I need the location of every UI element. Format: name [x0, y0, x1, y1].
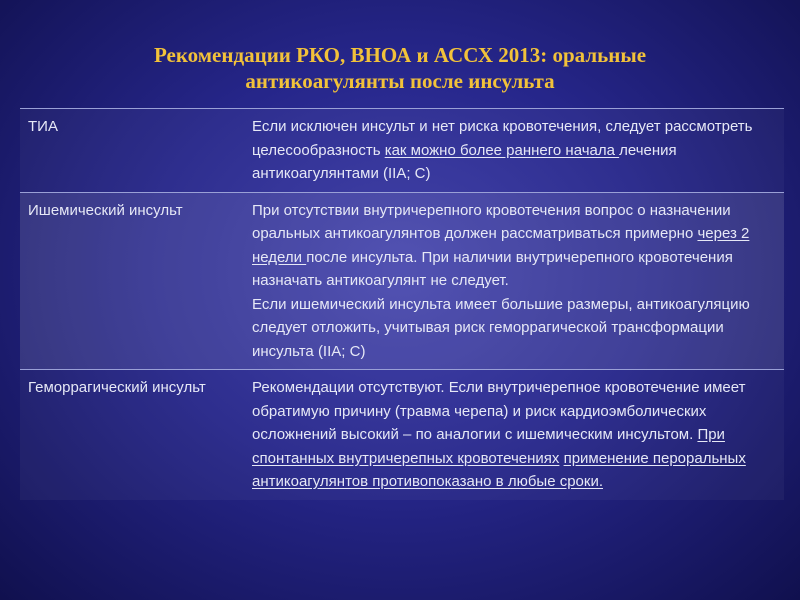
recommendation-cell: [236, 192, 784, 370]
slide-title-line-2: антикоагулянты после инсульта: [245, 69, 555, 93]
slide-title-line-1: Рекомендации РКО, ВНОА и АССХ 2013: оральные: [153, 43, 647, 67]
recommendation-cell: [236, 370, 784, 500]
recommendation-text: При отсутствии внутричерепного кровотечения вопрос о назначении оральных антикоагулянтов должен рассматриваться примерно: [252, 201, 731, 242]
emphasis-underlined: через 2 недели: [252, 225, 750, 266]
recommendation-text: после инсульта. При наличии внутричерепного кровотечения назначать антикоагулянт не следует.: [252, 248, 733, 289]
slide-title: [0, 42, 800, 94]
table-row-hemorrhagic-stroke: [20, 370, 784, 500]
category-cell: Ишемический инсульт: [28, 201, 183, 219]
recommendation-cell: [236, 109, 784, 193]
emphasis-underlined: применение пероральных антикоагулянтов противопоказано в любые сроки.: [252, 449, 746, 490]
category-cell: ТИА: [28, 118, 58, 135]
emphasis-underlined: как можно более раннего начала: [384, 141, 620, 159]
table-row-ischemic-stroke: [20, 192, 784, 370]
table-row-tia: [20, 109, 784, 193]
recommendation-paragraph: Если ишемический инсульта имеет большие размеры, антикоагуляцию следует отложить, учитывая риск геморрагической трансформации инсульта (IIA; C): [252, 295, 750, 360]
recommendations-table: [20, 108, 784, 500]
category-cell: Геморрагический инсульт: [28, 379, 206, 396]
emphasis-underlined: При спонтанных внутричерепных кровотечениях: [252, 426, 725, 467]
recommendation-text: лечения антикоагулянтами (IIA; C): [252, 141, 677, 182]
recommendation-text: Если исключен инсульт и нет риска кровотечения, следует рассмотреть целесообразность: [252, 118, 753, 159]
recommendation-text: Рекомендации отсутствуют. Если внутричерепное кровотечение имеет обратимую причину (травма черепа) и риск кардиоэмболических осложнений высокий – по аналогии с ишемическим инсультом.: [252, 379, 746, 443]
